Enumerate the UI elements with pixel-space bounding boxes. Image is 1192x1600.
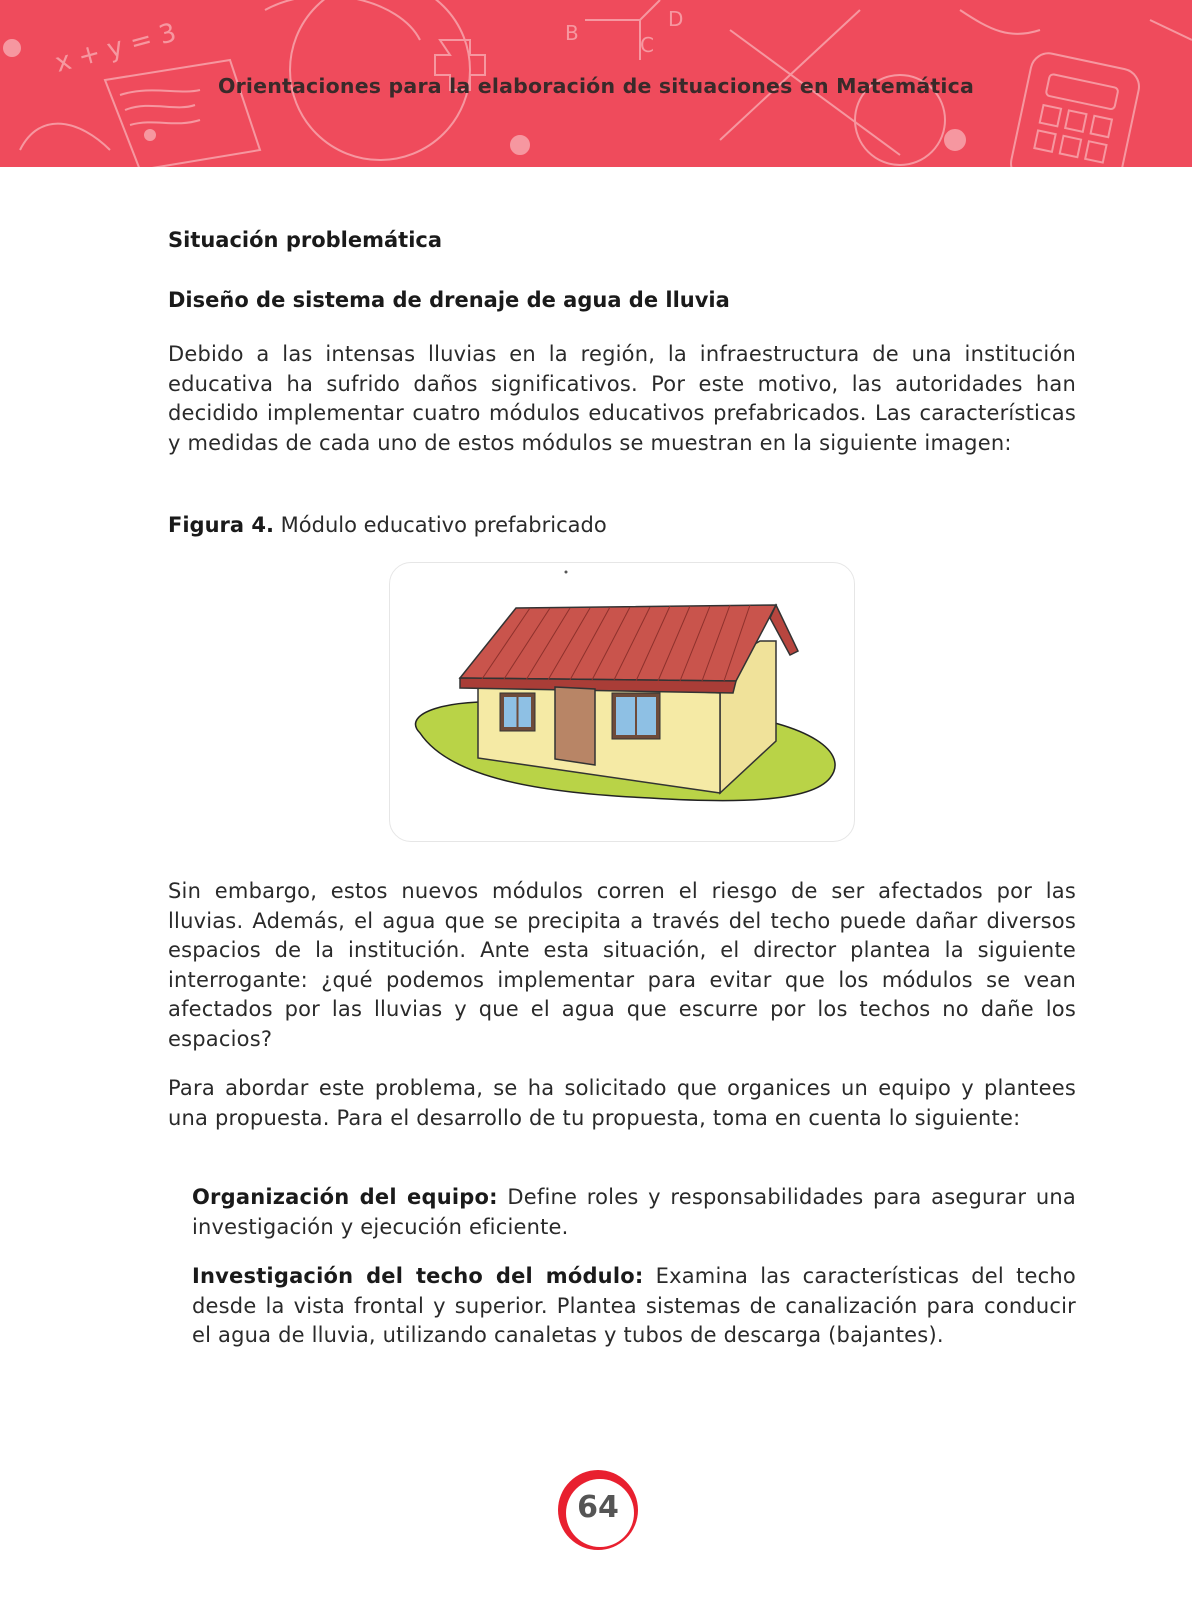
letter-c-doodle: C [640, 33, 654, 57]
header-title: Orientaciones para la elaboración de situaciones en Matemática [217, 74, 975, 98]
list-item [192, 1183, 1076, 1242]
equation-doodle: x + y = 3 [52, 17, 180, 79]
letter-d-doodle: D [668, 7, 684, 31]
list-item-label: Organización del equipo: [192, 1185, 498, 1209]
house-illustration [390, 563, 854, 841]
list-item [192, 1262, 1076, 1351]
figure-caption-text: Módulo educativo prefabricado [280, 513, 607, 537]
letter-b-doodle: B [565, 21, 579, 45]
intro-paragraph: Debido a las intensas lluvias en la región, la infraestructura de una institución educativa ha sufrido daños significativos. Por este motivo, las autoridades han decidido implementar cuatro módulos educativos prefabricados. Las características y medidas de cada uno de estos módulos se muestran en la siguiente imagen: [168, 342, 1076, 455]
section-title: Situación problemática [168, 228, 443, 252]
figure-frame [389, 562, 855, 842]
list-item-text: Define roles y responsabilidades para asegurar una investigación y ejecución eficiente. [192, 1185, 1076, 1239]
context-paragraph: Sin embargo, estos nuevos módulos corren el riesgo de ser afectados por las lluvias. Además, el agua que se precipita a través del techo puede dañar diversos espacios de la institución. Ante esta situación, el director plantea la siguiente interrogante: ¿qué podemos implementar para evitar que los módulos se vean afectados por las lluvias y que el agua que escurre por los techos no dañe los espacios? [168, 879, 1076, 1051]
list-item-text: Examina las características del techo desde la vista frontal y superior. Plantea sistemas de canalización para conducir el agua de lluvia, utilizando canaletas y tubos de descarga (bajantes). [192, 1264, 1076, 1347]
problem-subtitle: Diseño de sistema de drenaje de agua de lluvia [168, 288, 730, 312]
figure-label: Figura 4. [168, 513, 274, 537]
page-header [0, 0, 1192, 167]
page-number: 64 [577, 1490, 619, 1525]
task-paragraph: Para abordar este problema, se ha solicitado que organices un equipo y plantees una propuesta. Para el desarrollo de tu propuesta, toma en cuenta lo siguiente: [168, 1076, 1076, 1130]
list-item-label: Investigación del techo del módulo: [192, 1264, 644, 1288]
figure-caption [168, 513, 607, 537]
